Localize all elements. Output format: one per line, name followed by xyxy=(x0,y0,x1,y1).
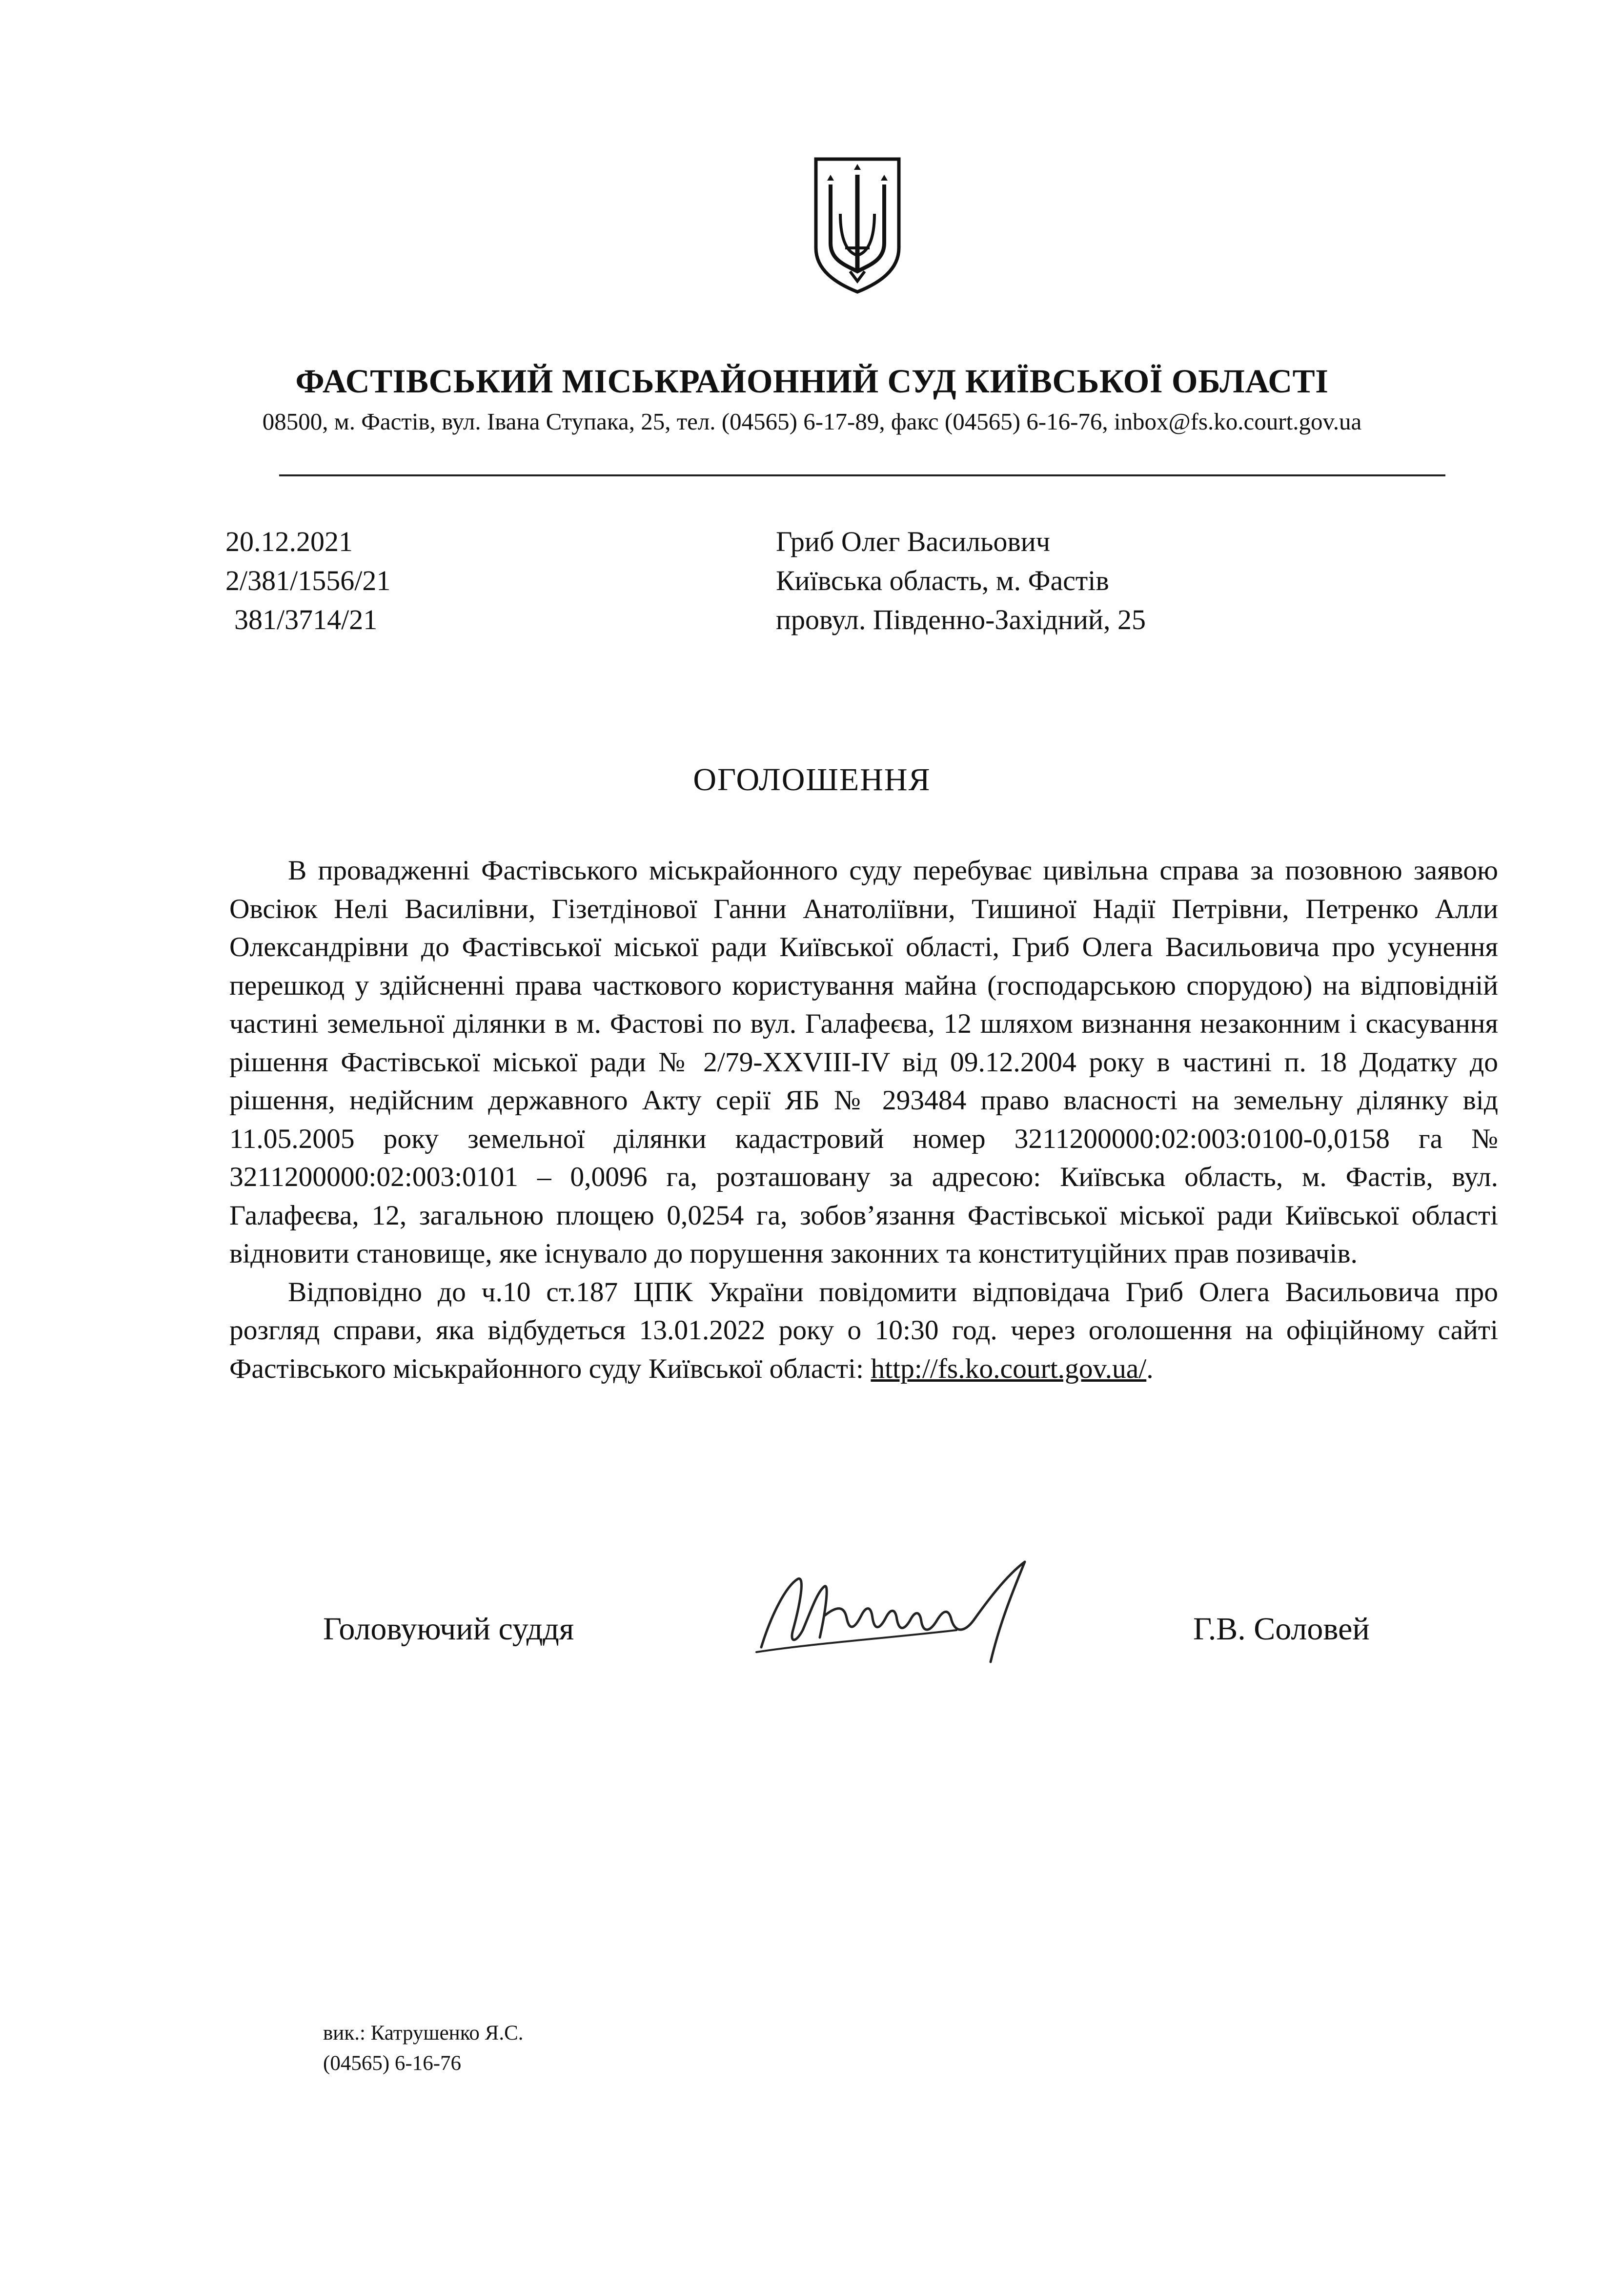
executor-phone: (04565) 6-16-76 xyxy=(323,2052,462,2075)
court-name: ФАСТІВСЬКИЙ МІСЬКРАЙОННИЙ СУД КИЇВСЬКОЇ ОБЛАСТІ xyxy=(295,363,1329,400)
handwritten-signature xyxy=(751,1557,1064,1669)
document-meta xyxy=(225,522,390,639)
coat-of-arms-icon xyxy=(811,155,904,295)
link-suffix: . xyxy=(1146,1353,1154,1384)
body-paragraph-2-text: Відповідно до ч.10 ст.187 ЦПК України повідомити відповідача Гриб Олега Васильовича про розгляд справи, яка відбудеться 13.01.2022 року о 10:30 год. через оголошення на офіційному сайті Фастівського міськрайонного суду Київської області: xyxy=(229,1276,1498,1384)
addressee-block xyxy=(776,522,1146,639)
body-paragraph-1: В провадженні Фастівського міськрайонного суду перебуває цивільна справа за позовною заявою Овсіюк Нелі Василівни, Гізетдінової Ганни Анатоліївни, Тишиної Надії Петрівни, Петренко Алли Олександрівни до Фастівської міської ради Київської області, Гриб Олега Васильовича про усунення перешкод у здійсненні права часткового користування майна (господарською спорудою) на відповідній частині земельної ділянки в м. Фастові по вул. Галафеєва, 12 шляхом визнання незаконним і скасування рішення Фастівської міської ради № 2/79-XXVIII-IV від 09.12.2004 року в частині п. 18 Додатку до рішення, недійсним державного Акту серії ЯБ № 293484 право власності на земельну ділянку від 11.05.2005 року земельної ділянки кадастровий номер 3211200000:02:003:0100-0,0158 га № 3211200000:02:003:0101 – 0,0096 га, розташовану за адресою: Київська область, м. Фастів, вул. Галафеєва, 12, загальною площею 0,0254 га, зобов’язання Фастівської міської ради Київської області відновити становище, яке існувало до порушення законних та конституційних прав позивачів. xyxy=(229,855,1498,1269)
addressee-address-line1: Київська область, м. Фастів xyxy=(776,565,1109,596)
addressee-name: Гриб Олег Васильович xyxy=(776,526,1050,557)
court-contacts: 08500, м. Фастів, вул. Івана Ступака, 25, тел. (04565) 6-17-89, факс (04565) 6-16-76, inbox@fs.ko.court.gov.ua xyxy=(262,408,1362,435)
case-number: 2/381/1556/21 xyxy=(225,565,391,596)
court-website-link[interactable]: http://fs.ko.court.gov.ua/ xyxy=(871,1353,1147,1384)
document-title: ОГОЛОШЕННЯ xyxy=(693,762,931,798)
addressee-address-line2: провул. Південно-Західний, 25 xyxy=(776,604,1146,635)
proceeding-number: 381/3714/21 xyxy=(234,604,378,635)
judge-role: Головуючий суддя xyxy=(323,1611,574,1647)
document-date: 20.12.2021 xyxy=(225,526,353,557)
announcement-body xyxy=(229,852,1498,1388)
header-divider xyxy=(279,474,1445,476)
executor-block xyxy=(323,2018,524,2079)
judge-name: Г.В. Соловей xyxy=(1193,1611,1370,1647)
body-paragraph-2 xyxy=(229,1273,1498,1389)
executor-name: вик.: Катрушенко Я.С. xyxy=(323,2022,524,2045)
